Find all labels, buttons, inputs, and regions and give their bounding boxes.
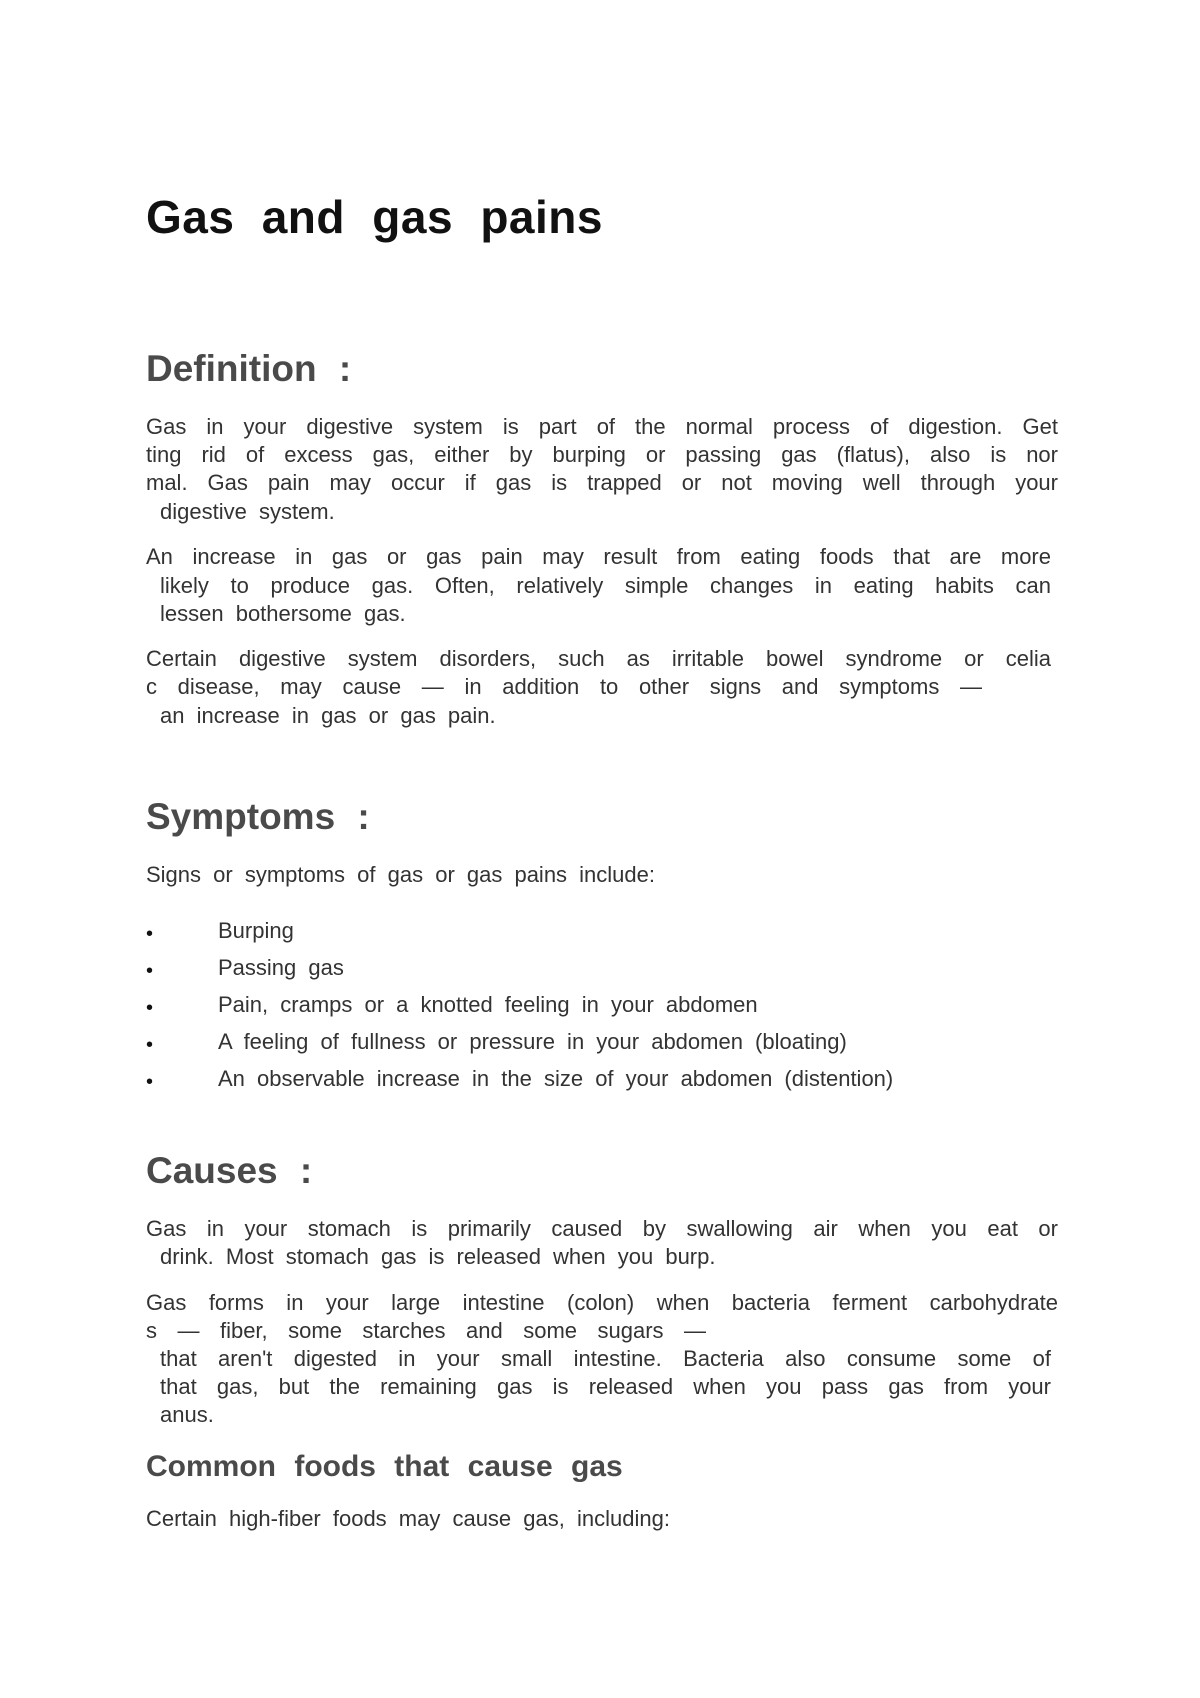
page-title: Gas and gas pains (146, 191, 603, 243)
causes-paragraph-1-line-1: Gas in your stomach is primarily caused by swallowing air when you eat or (146, 1216, 1058, 1241)
definition-paragraph-2-line-3: lessen bothersome gas. (160, 601, 406, 626)
definition-paragraph-1-line-2: ting rid of excess gas, either by burping or passing gas (flatus), also is nor (146, 442, 1058, 467)
definition-paragraph-1-line-1: Gas in your digestive system is part of the normal process of digestion. Get (146, 414, 1058, 439)
causes-paragraph-2-line-1: Gas forms in your large intestine (colon) when bacteria ferment carbohydrate (146, 1290, 1058, 1315)
symptoms-intro: Signs or symptoms of gas or gas pains include: (146, 862, 656, 887)
bullet-icon: • (146, 1071, 154, 1093)
definition-paragraph-2-line-2: likely to produce gas. Often, relatively simple changes in eating habits can (160, 573, 1051, 598)
bullet-icon: • (146, 997, 154, 1019)
list-item-text: An observable increase in the size of your abdomen (distention) (218, 1066, 894, 1091)
definition-paragraph-2-line-1: An increase in gas or gas pain may result from eating foods that are more (146, 544, 1051, 569)
bullet-icon: • (146, 1034, 154, 1056)
bullet-icon: • (146, 960, 154, 982)
causes-heading: Causes : (146, 1150, 313, 1191)
causes-paragraph-2-line-4: that gas, but the remaining gas is released when you pass gas from your (160, 1374, 1051, 1399)
bullet-icon: • (146, 923, 154, 945)
list-item-text: Pain, cramps or a knotted feeling in your abdomen (218, 992, 758, 1017)
causes-paragraph-2-line-3: that aren't digested in your small intestine. Bacteria also consume some of (160, 1346, 1051, 1371)
common-foods-heading: Common foods that cause gas (146, 1450, 623, 1483)
definition-paragraph-3-line-3: an increase in gas or gas pain. (160, 703, 496, 728)
list-item-text: Burping (218, 918, 294, 943)
causes-paragraph-2-line-2: s — fiber, some starches and some sugars — (146, 1318, 706, 1343)
symptoms-heading: Symptoms : (146, 796, 370, 837)
list-item-text: A feeling of fullness or pressure in your abdomen (bloating) (218, 1029, 847, 1054)
causes-paragraph-2-line-5: anus. (160, 1402, 214, 1427)
definition-paragraph-3-line-1: Certain digestive system disorders, such as irritable bowel syndrome or celia (146, 646, 1051, 671)
common-foods-intro: Certain high-fiber foods may cause gas, including: (146, 1506, 670, 1531)
causes-paragraph-1-line-2: drink. Most stomach gas is released when you burp. (160, 1244, 716, 1269)
definition-paragraph-1-line-4: digestive system. (160, 499, 335, 524)
list-item-text: Passing gas (218, 955, 344, 980)
definition-paragraph-3-line-2: c disease, may cause — in addition to other signs and symptoms — (146, 674, 982, 699)
definition-paragraph-1-line-3: mal. Gas pain may occur if gas is trapped or not moving well through your (146, 470, 1058, 495)
definition-heading: Definition : (146, 348, 352, 389)
